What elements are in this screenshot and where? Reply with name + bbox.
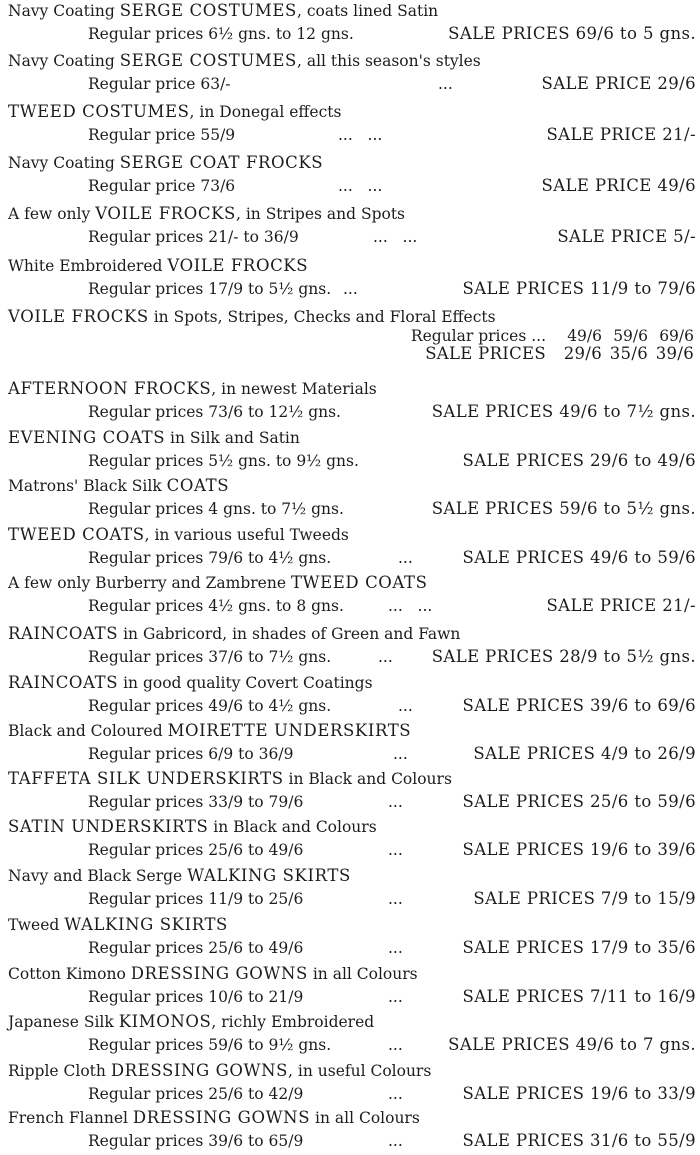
item-heading (8, 429, 300, 447)
sale-price: SALE PRICES 49/6 to 7 gns. (448, 1035, 696, 1054)
leader-dots: ... (388, 988, 403, 1006)
item-heading (8, 916, 228, 934)
heading-suffix: , in Donegal effects (189, 103, 342, 121)
regular-price: Regular prices 11/9 to 25/6 (88, 890, 304, 908)
leader-dots: ... (378, 648, 393, 666)
leader-dots: ... (388, 793, 403, 811)
regular-price: Regular prices 6½ gns. to 12 gns. (88, 25, 354, 43)
sale-price: SALE PRICES 7/11 to 16/9 (462, 987, 696, 1006)
sale-price: SALE PRICES 7/9 to 15/9 (473, 889, 696, 908)
heading-suffix: , richly Embroidered (211, 1013, 375, 1031)
regular-price: Regular prices 33/9 to 79/6 (88, 793, 304, 811)
sale-price: SALE PRICES 11/9 to 79/6 (462, 279, 696, 298)
heading-prefix: French Flannel (8, 1109, 133, 1127)
regular-price: Regular prices 39/6 to 65/9 (88, 1132, 304, 1150)
list-item (0, 916, 700, 962)
heading-suffix: in Spots, Stripes, Checks and Floral Effects (148, 308, 496, 326)
sale-price-value: 35/6 (609, 344, 648, 363)
heading-prefix: Black and Coloured (8, 722, 168, 740)
heading-suffix: , coats lined Satin (296, 2, 439, 20)
list-item (0, 103, 700, 149)
item-heading (8, 867, 351, 885)
leader-dots: ... (343, 280, 358, 298)
heading-garment: TWEED COATS (290, 573, 428, 592)
leader-dots: ... (398, 697, 413, 715)
regular-price: Regular prices 5½ gns. to 9½ gns. (88, 452, 359, 470)
heading-prefix: Navy Coating (8, 52, 120, 70)
heading-prefix: Tweed (8, 916, 65, 934)
regular-price: Regular prices 6/9 to 36/9 (88, 745, 294, 763)
item-heading (8, 380, 377, 398)
list-item (0, 2, 700, 48)
heading-garment: VOILE FROCKS (95, 204, 236, 223)
item-heading (8, 965, 418, 983)
regular-price: Regular prices 73/6 to 12½ gns. (88, 403, 341, 421)
item-heading (8, 625, 460, 643)
regular-price: Regular prices 4 gns. to 7½ gns. (88, 500, 344, 518)
regular-price: Regular prices 4½ gns. to 8 gns. (88, 597, 344, 615)
list-item (0, 867, 700, 913)
leader-dots: ... (388, 841, 403, 859)
regular-price: Regular prices 59/6 to 9½ gns. (88, 1036, 332, 1054)
sale-price: SALE PRICES 4/9 to 26/9 (473, 744, 696, 763)
list-item (0, 154, 700, 200)
list-item (0, 52, 700, 98)
sale-price-value: 29/6 (563, 344, 602, 363)
sale-price: SALE PRICE 29/6 (541, 74, 696, 93)
sale-price: SALE PRICE 5/- (557, 227, 696, 246)
sale-price: SALE PRICES 19/6 to 33/9 (462, 1084, 696, 1103)
heading-prefix: White Embroidered (8, 257, 168, 275)
list-item (0, 308, 700, 378)
sale-price: SALE PRICE 21/- (546, 125, 696, 144)
list-item (0, 625, 700, 671)
heading-suffix: in all Colours (307, 965, 418, 983)
item-heading (8, 526, 349, 544)
sale-price: SALE PRICES 19/6 to 39/6 (462, 840, 696, 859)
item-heading (8, 722, 411, 740)
heading-suffix: in Black and Colours (208, 818, 377, 836)
leader-dots: ... (388, 890, 403, 908)
list-item (0, 1109, 700, 1155)
heading-prefix: A few only (8, 205, 96, 223)
regular-price: Regular prices 21/- to 36/9 (88, 228, 299, 246)
list-item (0, 674, 700, 720)
regular-price: Regular prices 25/6 to 42/9 (88, 1085, 304, 1103)
heading-garment: WALKING SKIRTS (187, 866, 351, 885)
item-heading (8, 818, 377, 836)
list-item (0, 1062, 700, 1108)
heading-garment: KIMONOS (118, 1012, 212, 1031)
leader-dots: ... (393, 745, 408, 763)
regular-price: Regular prices 25/6 to 49/6 (88, 939, 304, 957)
sale-price: SALE PRICES 39/6 to 69/6 (462, 696, 696, 715)
list-item (0, 722, 700, 768)
item-heading (8, 257, 308, 275)
heading-prefix: Navy Coating (8, 2, 120, 20)
heading-suffix: in all Colours (310, 1109, 420, 1127)
regular-price: Regular prices 79/6 to 4½ gns. (88, 549, 332, 567)
price-table (411, 327, 694, 363)
heading-garment: AFTERNOON FROCKS (8, 379, 212, 398)
item-heading (8, 1062, 431, 1080)
leader-dots: ... (388, 1132, 403, 1150)
regular-price: Regular prices 49/6 to 4½ gns. (88, 697, 332, 715)
heading-suffix: , in Stripes and Spots (235, 205, 406, 223)
item-heading (8, 1109, 420, 1127)
sale-price: SALE PRICES 25/6 to 59/6 (462, 792, 696, 811)
item-heading (8, 574, 428, 592)
heading-prefix: Navy and Black Serge (8, 867, 188, 885)
sale-price: SALE PRICE 49/6 (541, 176, 696, 195)
sale-price: SALE PRICES 17/9 to 35/6 (462, 938, 696, 957)
heading-garment: SERGE COSTUMES (119, 1, 297, 20)
list-item (0, 257, 700, 303)
leader-dots: ... (388, 1085, 403, 1103)
sale-price: SALE PRICE 21/- (546, 596, 696, 615)
leader-dots: ... (388, 939, 403, 957)
regular-price: Regular prices 17/9 to 5½ gns. (88, 280, 332, 298)
heading-prefix: A few only Burberry and Zambrene (8, 574, 291, 592)
heading-garment: WALKING SKIRTS (64, 915, 228, 934)
heading-garment: RAINCOATS (8, 624, 119, 643)
list-item (0, 526, 700, 572)
heading-suffix: , all this season's styles (296, 52, 481, 70)
heading-suffix: in Gabricord, in shades of Green and Fawn (118, 625, 461, 643)
heading-prefix: Navy Coating (8, 154, 120, 172)
sale-price: SALE PRICES 49/6 to 59/6 (462, 548, 696, 567)
item-heading (8, 154, 323, 172)
regular-price: Regular price 73/6 (88, 177, 236, 195)
heading-garment: DRESSING GOWNS (132, 1108, 311, 1127)
sale-price: SALE PRICES 69/6 to 5 gns. (448, 24, 696, 43)
item-heading (8, 477, 229, 495)
list-item (0, 477, 700, 523)
list-item (0, 1013, 700, 1059)
heading-garment: TWEED COATS (8, 525, 145, 544)
item-heading (8, 674, 373, 692)
list-item (0, 770, 700, 816)
sale-price: SALE PRICES 29/6 to 49/6 (462, 451, 696, 470)
heading-prefix: Ripple Cloth (8, 1062, 111, 1080)
item-heading (8, 1013, 374, 1031)
heading-garment: DRESSING GOWNS (130, 964, 308, 983)
heading-garment: SERGE COAT FROCKS (119, 153, 324, 172)
item-heading (8, 2, 438, 20)
heading-suffix: in Black and Colours (283, 770, 452, 788)
heading-garment: MOIRETTE UNDERSKIRTS (167, 721, 412, 740)
list-item (0, 965, 700, 1011)
leader-dots: ... ... (388, 597, 433, 615)
regular-price: Regular price 63/- (88, 75, 231, 93)
heading-garment: DRESSING GOWNS (110, 1061, 289, 1080)
heading-prefix: Japanese Silk (8, 1013, 119, 1031)
item-heading (8, 205, 405, 223)
regular-price-label: Regular prices ... (410, 327, 546, 345)
heading-garment: TAFFETA SILK UNDERSKIRTS (8, 769, 284, 788)
item-heading (8, 308, 496, 326)
heading-garment: COATS (166, 476, 230, 495)
heading-garment: VOILE FROCKS (8, 307, 149, 326)
heading-garment: EVENING COATS (8, 428, 166, 447)
regular-price: Regular prices 25/6 to 49/6 (88, 841, 304, 859)
leader-dots: ... ... (373, 228, 418, 246)
regular-price: Regular price 55/9 (88, 126, 236, 144)
leader-dots: ... (438, 75, 453, 93)
list-item (0, 429, 700, 475)
list-item (0, 818, 700, 864)
regular-price: Regular prices 37/6 to 7½ gns. (88, 648, 332, 666)
heading-garment: SATIN UNDERSKIRTS (8, 817, 209, 836)
sale-price: SALE PRICES 59/6 to 5½ gns. (431, 499, 696, 518)
heading-prefix: Cotton Kimono (8, 965, 131, 983)
regular-price-value: 69/6 (659, 327, 694, 345)
item-heading (8, 52, 481, 70)
regular-price: Regular prices 10/6 to 21/9 (88, 988, 304, 1006)
heading-garment: VOILE FROCKS (167, 256, 309, 275)
list-item (0, 205, 700, 251)
item-heading (8, 103, 341, 121)
heading-garment: TWEED COSTUMES (8, 102, 190, 121)
regular-price-row (411, 327, 694, 345)
list-item (0, 574, 700, 620)
heading-garment: RAINCOATS (8, 673, 119, 692)
list-item (0, 380, 700, 426)
regular-price-value: 59/6 (613, 327, 648, 345)
sale-price: SALE PRICES 28/9 to 5½ gns. (431, 647, 696, 666)
heading-garment: SERGE COSTUMES (119, 51, 297, 70)
leader-dots: ... ... (338, 177, 383, 195)
sale-price: SALE PRICES 49/6 to 7½ gns. (431, 402, 696, 421)
regular-price-value: 49/6 (567, 327, 602, 345)
heading-suffix: in Silk and Satin (165, 429, 300, 447)
sale-price: SALE PRICES 31/6 to 55/9 (462, 1131, 696, 1150)
heading-suffix: , in newest Materials (211, 380, 377, 398)
sale-price-label: SALE PRICES (425, 344, 546, 363)
item-heading (8, 770, 452, 788)
sale-price-value: 39/6 (655, 344, 694, 363)
leader-dots: ... (398, 549, 413, 567)
heading-suffix: , in useful Colours (288, 1062, 432, 1080)
heading-suffix: in good quality Covert Coatings (118, 674, 373, 692)
heading-prefix: Matrons' Black Silk (8, 477, 167, 495)
leader-dots: ... (388, 1036, 403, 1054)
heading-suffix: , in various useful Tweeds (144, 526, 349, 544)
sale-price-row (411, 345, 694, 363)
leader-dots: ... ... (338, 126, 383, 144)
